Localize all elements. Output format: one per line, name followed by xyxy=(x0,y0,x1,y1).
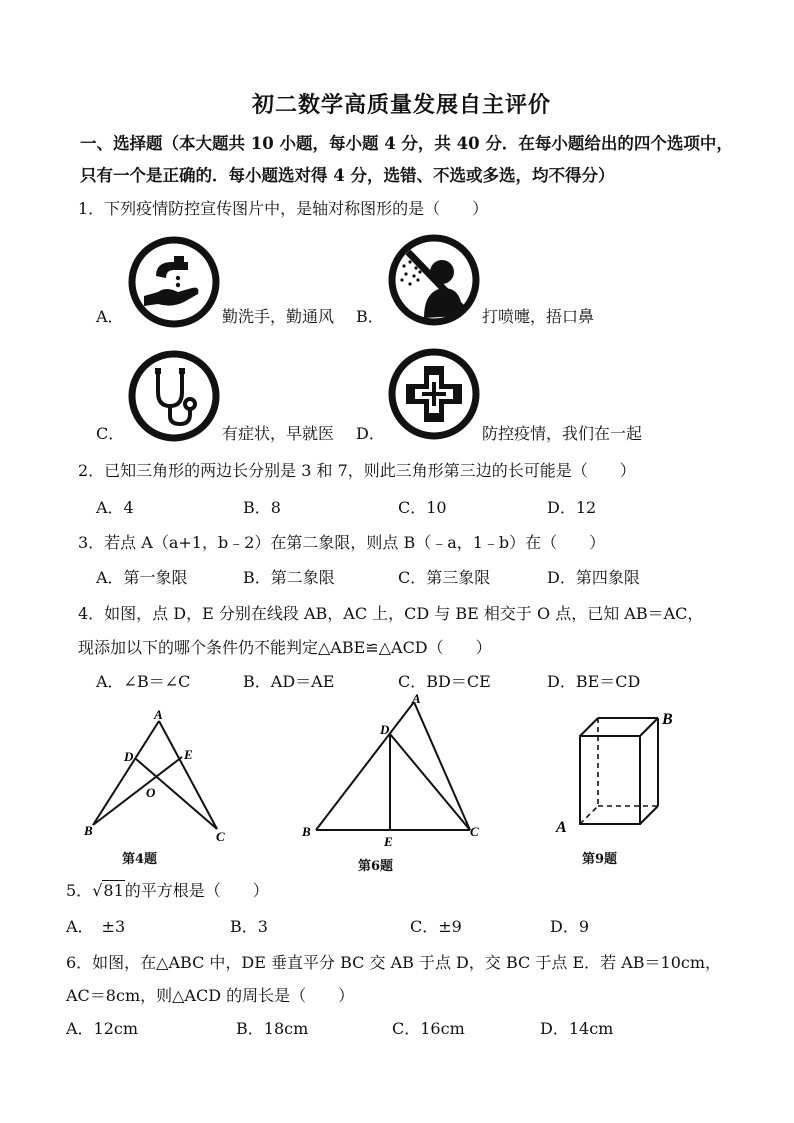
q1-option-d-letter[interactable]: D． xyxy=(356,424,385,443)
q1-option-a-caption: 勤洗手，勤通风 xyxy=(222,307,335,326)
q6-option-d[interactable]: D．14cm xyxy=(540,1019,614,1038)
fig4-label-c: C xyxy=(216,829,225,844)
q6-option-a[interactable]: A．12cm xyxy=(66,1019,139,1038)
q3-option-c[interactable]: C．第三象限 xyxy=(398,568,491,587)
section-heading-line2: 只有一个是正确的．每小题选对得 4 分，选错、不选或多选，均不得分） xyxy=(80,166,615,185)
fig4-label-d: D xyxy=(124,749,134,764)
q1-option-a-letter[interactable]: A． xyxy=(96,307,124,326)
q5-option-a[interactable]: A． ±3 xyxy=(66,917,126,936)
q1-option-c-caption: 有症状，早就医 xyxy=(222,424,335,443)
fig6-label-b: B xyxy=(302,824,311,839)
fig6-label-d: D xyxy=(380,722,390,737)
figure-q6-caption: 第6题 xyxy=(358,859,394,874)
q6-option-b[interactable]: B．18cm xyxy=(236,1019,309,1038)
q5-stem-rest: 的平方根是（ ） xyxy=(124,881,269,900)
q3-option-d[interactable]: D．第四象限 xyxy=(547,568,640,587)
q3-stem: 3．若点 A（a+1，b﹣2）在第二象限，则点 B（﹣a，1﹣b）在（ ） xyxy=(78,533,606,552)
q3-option-a[interactable]: A．第一象限 xyxy=(96,568,188,587)
fig4-label-o: O xyxy=(146,785,156,800)
q1-option-d-caption: 防控疫情，我们在一起 xyxy=(482,424,643,443)
stethoscope-icon xyxy=(128,350,220,442)
q4-option-c[interactable]: C．BD＝CE xyxy=(398,672,491,691)
q5-option-d[interactable]: D．9 xyxy=(550,917,590,936)
q1-option-b-caption: 打喷嚏，捂口鼻 xyxy=(482,307,595,326)
sqrt-symbol: √ xyxy=(92,881,103,900)
q6-stem-line1: 6．如图，在△ABC 中，DE 垂直平分 BC 交 AB 于点 D，交 BC 于点 E．若 AB＝10cm， xyxy=(66,953,722,972)
q5-option-c[interactable]: C．±9 xyxy=(410,917,462,936)
q5-option-b[interactable]: B．3 xyxy=(230,917,268,936)
no-sneeze-icon xyxy=(388,234,480,326)
hand-washing-icon xyxy=(128,236,220,328)
q2-option-c[interactable]: C．10 xyxy=(398,498,447,517)
q1-option-b-letter[interactable]: B． xyxy=(356,307,384,326)
fig9-label-b: B xyxy=(662,711,673,728)
q6-stem-line2: AC＝8cm，则△ACD 的周长是（ ） xyxy=(66,986,355,1005)
figure-q6 xyxy=(296,692,496,852)
medical-cross-icon xyxy=(388,348,480,440)
q1-option-c-letter[interactable]: C． xyxy=(96,424,125,443)
section-heading-line1: 一、选择题（本大题共 10 小题，每小题 4 分，共 40 分．在每小题给出的四个选项中， xyxy=(80,134,733,153)
q2-option-d[interactable]: D．12 xyxy=(547,498,597,517)
q3-option-b[interactable]: B．第二象限 xyxy=(243,568,335,587)
fig4-label-a: A xyxy=(154,707,163,722)
q4-stem-line1: 4．如图，点 D，E 分别在线段 AB，AC 上，CD 与 BE 相交于 O 点，已知 AB＝AC， xyxy=(78,604,704,623)
figure-q9 xyxy=(552,708,682,840)
figure-q4 xyxy=(80,705,240,845)
q4-stem-line2: 现添加以下的哪个条件仍不能判定△ABE≌△ACD（ ） xyxy=(78,638,492,657)
q2-option-a[interactable]: A．4 xyxy=(96,498,134,517)
q5-stem xyxy=(66,878,269,901)
page-title: 初二数学高质量发展自主评价 xyxy=(252,92,552,118)
q2-option-b[interactable]: B．8 xyxy=(243,498,281,517)
q6-option-c[interactable]: C．16cm xyxy=(392,1019,465,1038)
fig6-label-c: C xyxy=(470,824,479,839)
figure-q9-caption: 第9题 xyxy=(582,852,618,867)
q5-radicand: 81 xyxy=(103,881,124,900)
fig4-label-b: B xyxy=(84,823,93,838)
q5-stem-number: 5． xyxy=(66,881,93,900)
fig9-label-a: A xyxy=(556,819,567,836)
q1-stem: 1．下列疫情防控宣传图片中，是轴对称图形的是（ ） xyxy=(78,199,489,218)
fig4-label-e: E xyxy=(184,747,193,762)
figure-q4-caption: 第4题 xyxy=(122,852,158,867)
q2-stem: 2．已知三角形的两边长分别是 3 和 7，则此三角形第三边的长可能是（ ） xyxy=(78,461,636,480)
fig6-label-e: E xyxy=(384,834,393,849)
q4-option-d[interactable]: D．BE＝CD xyxy=(547,672,641,691)
q4-option-a[interactable]: A．∠B＝∠C xyxy=(96,672,191,691)
fig6-label-a: A xyxy=(412,692,421,706)
q4-option-b[interactable]: B．AD＝AE xyxy=(243,672,335,691)
